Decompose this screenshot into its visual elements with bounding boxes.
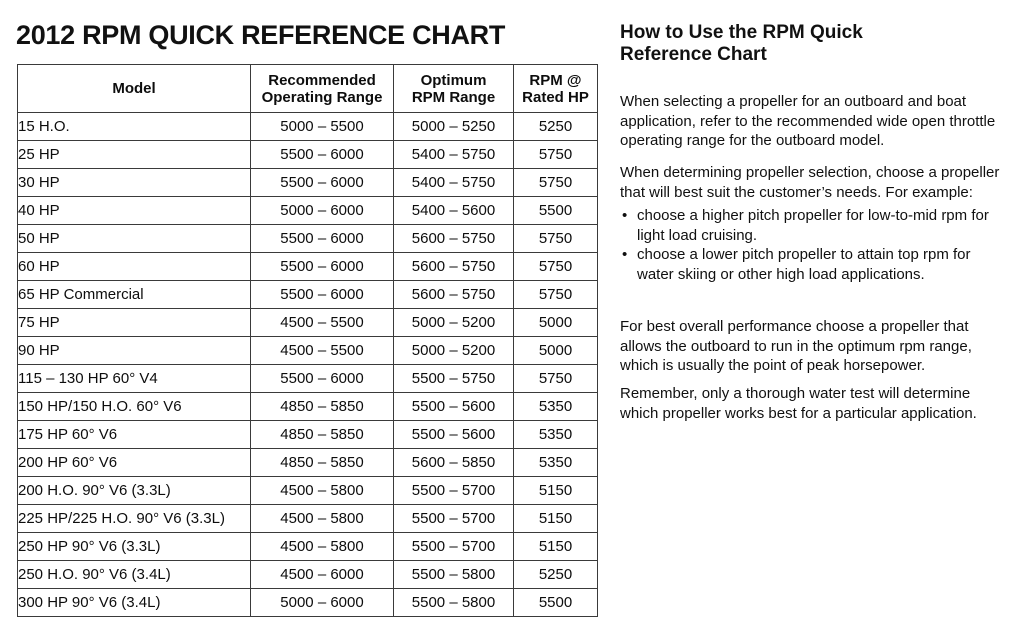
cell-optimum-rpm-range: 5400 – 5750: [394, 141, 514, 169]
cell-optimum-rpm-range: 5000 – 5250: [394, 113, 514, 141]
cell-model: 25 HP: [18, 141, 251, 169]
cell-recommended-operating-range: 4850 – 5850: [251, 449, 394, 477]
cell-rpm-at-rated-hp: 5750: [514, 253, 598, 281]
instructions-heading: How to Use the RPM Quick Reference Chart: [620, 22, 863, 65]
cell-recommended-operating-range: 4850 – 5850: [251, 393, 394, 421]
cell-recommended-operating-range: 5500 – 6000: [251, 225, 394, 253]
instructions-paragraph-1: When selecting a propeller for an outboard and boat application, refer to the recommended wide open throttle operating range for the outboard model.: [620, 93, 996, 149]
cell-recommended-operating-range: 5500 – 6000: [251, 253, 394, 281]
table-row: [18, 393, 598, 421]
column-header-recommended-operating-range: [251, 65, 394, 113]
cell-model: 250 HP 90° V6 (3.3L): [18, 533, 251, 561]
instructions-bullet-item: [620, 206, 1009, 245]
table-row: [18, 113, 598, 141]
table-row: [18, 561, 598, 589]
cell-rpm-at-rated-hp: 5000: [514, 309, 598, 337]
cell-rpm-at-rated-hp: 5750: [514, 365, 598, 393]
column-header-rpm-at-rated-hp: [514, 65, 598, 113]
cell-rpm-at-rated-hp: 5150: [514, 505, 598, 533]
column-header-recommended-line-2: Operating Range: [261, 88, 383, 106]
cell-optimum-rpm-range: 5000 – 5200: [394, 309, 514, 337]
cell-model: 75 HP: [18, 309, 251, 337]
cell-optimum-rpm-range: 5500 – 5800: [394, 589, 514, 617]
page-title: 2012 RPM QUICK REFERENCE CHART: [16, 20, 506, 50]
cell-recommended-operating-range: 5500 – 6000: [251, 141, 394, 169]
cell-model: 200 HP 60° V6: [18, 449, 251, 477]
column-header-optimum-line-1: Optimum: [420, 71, 487, 89]
cell-rpm-at-rated-hp: 5500: [514, 589, 598, 617]
cell-rpm-at-rated-hp: 5350: [514, 449, 598, 477]
cell-model: 60 HP: [18, 253, 251, 281]
cell-optimum-rpm-range: 5600 – 5750: [394, 253, 514, 281]
bullet-dot-icon: •: [622, 207, 628, 224]
cell-model: 40 HP: [18, 197, 251, 225]
table-row: [18, 589, 598, 617]
table-row: [18, 253, 598, 281]
table-row: [18, 477, 598, 505]
table-row: [18, 309, 598, 337]
cell-optimum-rpm-range: 5600 – 5850: [394, 449, 514, 477]
column-header-model: [18, 65, 251, 113]
cell-model: 65 HP Commercial: [18, 281, 251, 309]
cell-optimum-rpm-range: 5400 – 5750: [394, 169, 514, 197]
cell-optimum-rpm-range: 5400 – 5600: [394, 197, 514, 225]
cell-optimum-rpm-range: 5500 – 5700: [394, 533, 514, 561]
cell-optimum-rpm-range: 5600 – 5750: [394, 281, 514, 309]
instructions-bullet-text: choose a lower pitch propeller to attain top rpm for water skiing or other high load applications.: [637, 246, 971, 283]
column-header-recommended-line-1: Recommended: [268, 71, 376, 89]
cell-model: 150 HP/150 H.O. 60° V6: [18, 393, 251, 421]
rpm-table-container: [17, 64, 597, 617]
table-row: [18, 281, 598, 309]
table-row: [18, 421, 598, 449]
cell-model: 200 H.O. 90° V6 (3.3L): [18, 477, 251, 505]
cell-model: 175 HP 60° V6: [18, 421, 251, 449]
cell-model: 250 H.O. 90° V6 (3.4L): [18, 561, 251, 589]
cell-recommended-operating-range: 4500 – 5800: [251, 505, 394, 533]
cell-recommended-operating-range: 4500 – 5800: [251, 477, 394, 505]
bullet-dot-icon: •: [622, 246, 628, 263]
cell-recommended-operating-range: 4850 – 5850: [251, 421, 394, 449]
cell-recommended-operating-range: 4500 – 5800: [251, 533, 394, 561]
cell-recommended-operating-range: 4500 – 5500: [251, 309, 394, 337]
cell-recommended-operating-range: 5500 – 6000: [251, 169, 394, 197]
table-row: [18, 141, 598, 169]
cell-optimum-rpm-range: 5000 – 5200: [394, 337, 514, 365]
instructions-paragraph-3: For best overall performance choose a propeller that allows the outboard to run in the optimum rpm range, which is usually the point of peak horsepower.: [620, 318, 972, 374]
table-row: [18, 365, 598, 393]
cell-rpm-at-rated-hp: 5250: [514, 561, 598, 589]
cell-rpm-at-rated-hp: 5350: [514, 421, 598, 449]
cell-model: 225 HP/225 H.O. 90° V6 (3.3L): [18, 505, 251, 533]
instructions-paragraph-2: When determining propeller selection, choose a propeller that will best suit the customer’s needs. For example:: [620, 164, 1000, 201]
cell-optimum-rpm-range: 5500 – 5700: [394, 505, 514, 533]
cell-model: 115 – 130 HP 60° V4: [18, 365, 251, 393]
cell-rpm-at-rated-hp: 5150: [514, 533, 598, 561]
cell-optimum-rpm-range: 5500 – 5700: [394, 477, 514, 505]
cell-rpm-at-rated-hp: 5000: [514, 337, 598, 365]
cell-recommended-operating-range: 5500 – 6000: [251, 365, 394, 393]
table-row: [18, 197, 598, 225]
cell-rpm-at-rated-hp: 5750: [514, 225, 598, 253]
cell-recommended-operating-range: 4500 – 5500: [251, 337, 394, 365]
table-row: [18, 449, 598, 477]
cell-model: 50 HP: [18, 225, 251, 253]
cell-rpm-at-rated-hp: 5750: [514, 169, 598, 197]
cell-recommended-operating-range: 4500 – 6000: [251, 561, 394, 589]
column-header-optimum-rpm-range: [394, 65, 514, 113]
instructions-bullet-list: [620, 206, 1009, 284]
column-header-rated-line-2: Rated HP: [522, 88, 589, 106]
cell-model: 90 HP: [18, 337, 251, 365]
cell-rpm-at-rated-hp: 5250: [514, 113, 598, 141]
cell-rpm-at-rated-hp: 5150: [514, 477, 598, 505]
cell-rpm-at-rated-hp: 5750: [514, 141, 598, 169]
table-row: [18, 225, 598, 253]
column-header-rated-line-1: RPM @: [529, 71, 582, 89]
table-row: [18, 337, 598, 365]
cell-recommended-operating-range: 5500 – 6000: [251, 281, 394, 309]
cell-optimum-rpm-range: 5500 – 5600: [394, 393, 514, 421]
instructions-bullet-text: choose a higher pitch propeller for low-to-mid rpm for light load cruising.: [637, 207, 989, 244]
cell-optimum-rpm-range: 5500 – 5750: [394, 365, 514, 393]
rpm-reference-table: [17, 64, 598, 617]
cell-model: 300 HP 90° V6 (3.4L): [18, 589, 251, 617]
cell-optimum-rpm-range: 5600 – 5750: [394, 225, 514, 253]
table-row: [18, 533, 598, 561]
instructions-paragraph-4: Remember, only a thorough water test will determine which propeller works best for a particular application.: [620, 385, 977, 422]
cell-model: 30 HP: [18, 169, 251, 197]
cell-recommended-operating-range: 5000 – 5500: [251, 113, 394, 141]
cell-rpm-at-rated-hp: 5350: [514, 393, 598, 421]
table-row: [18, 505, 598, 533]
table-header-row: [18, 65, 598, 113]
column-header-optimum-line-2: RPM Range: [411, 88, 496, 106]
cell-recommended-operating-range: 5000 – 6000: [251, 197, 394, 225]
table-body: [18, 113, 598, 617]
cell-optimum-rpm-range: 5500 – 5600: [394, 421, 514, 449]
cell-optimum-rpm-range: 5500 – 5800: [394, 561, 514, 589]
table-row: [18, 169, 598, 197]
column-header-model-line-1: Model: [112, 80, 156, 97]
cell-rpm-at-rated-hp: 5500: [514, 197, 598, 225]
cell-recommended-operating-range: 5000 – 6000: [251, 589, 394, 617]
cell-model: 15 H.O.: [18, 113, 251, 141]
instructions-panel: [619, 0, 1017, 632]
table-header: [18, 65, 598, 113]
instructions-bullet-item: [620, 245, 1009, 284]
cell-rpm-at-rated-hp: 5750: [514, 281, 598, 309]
